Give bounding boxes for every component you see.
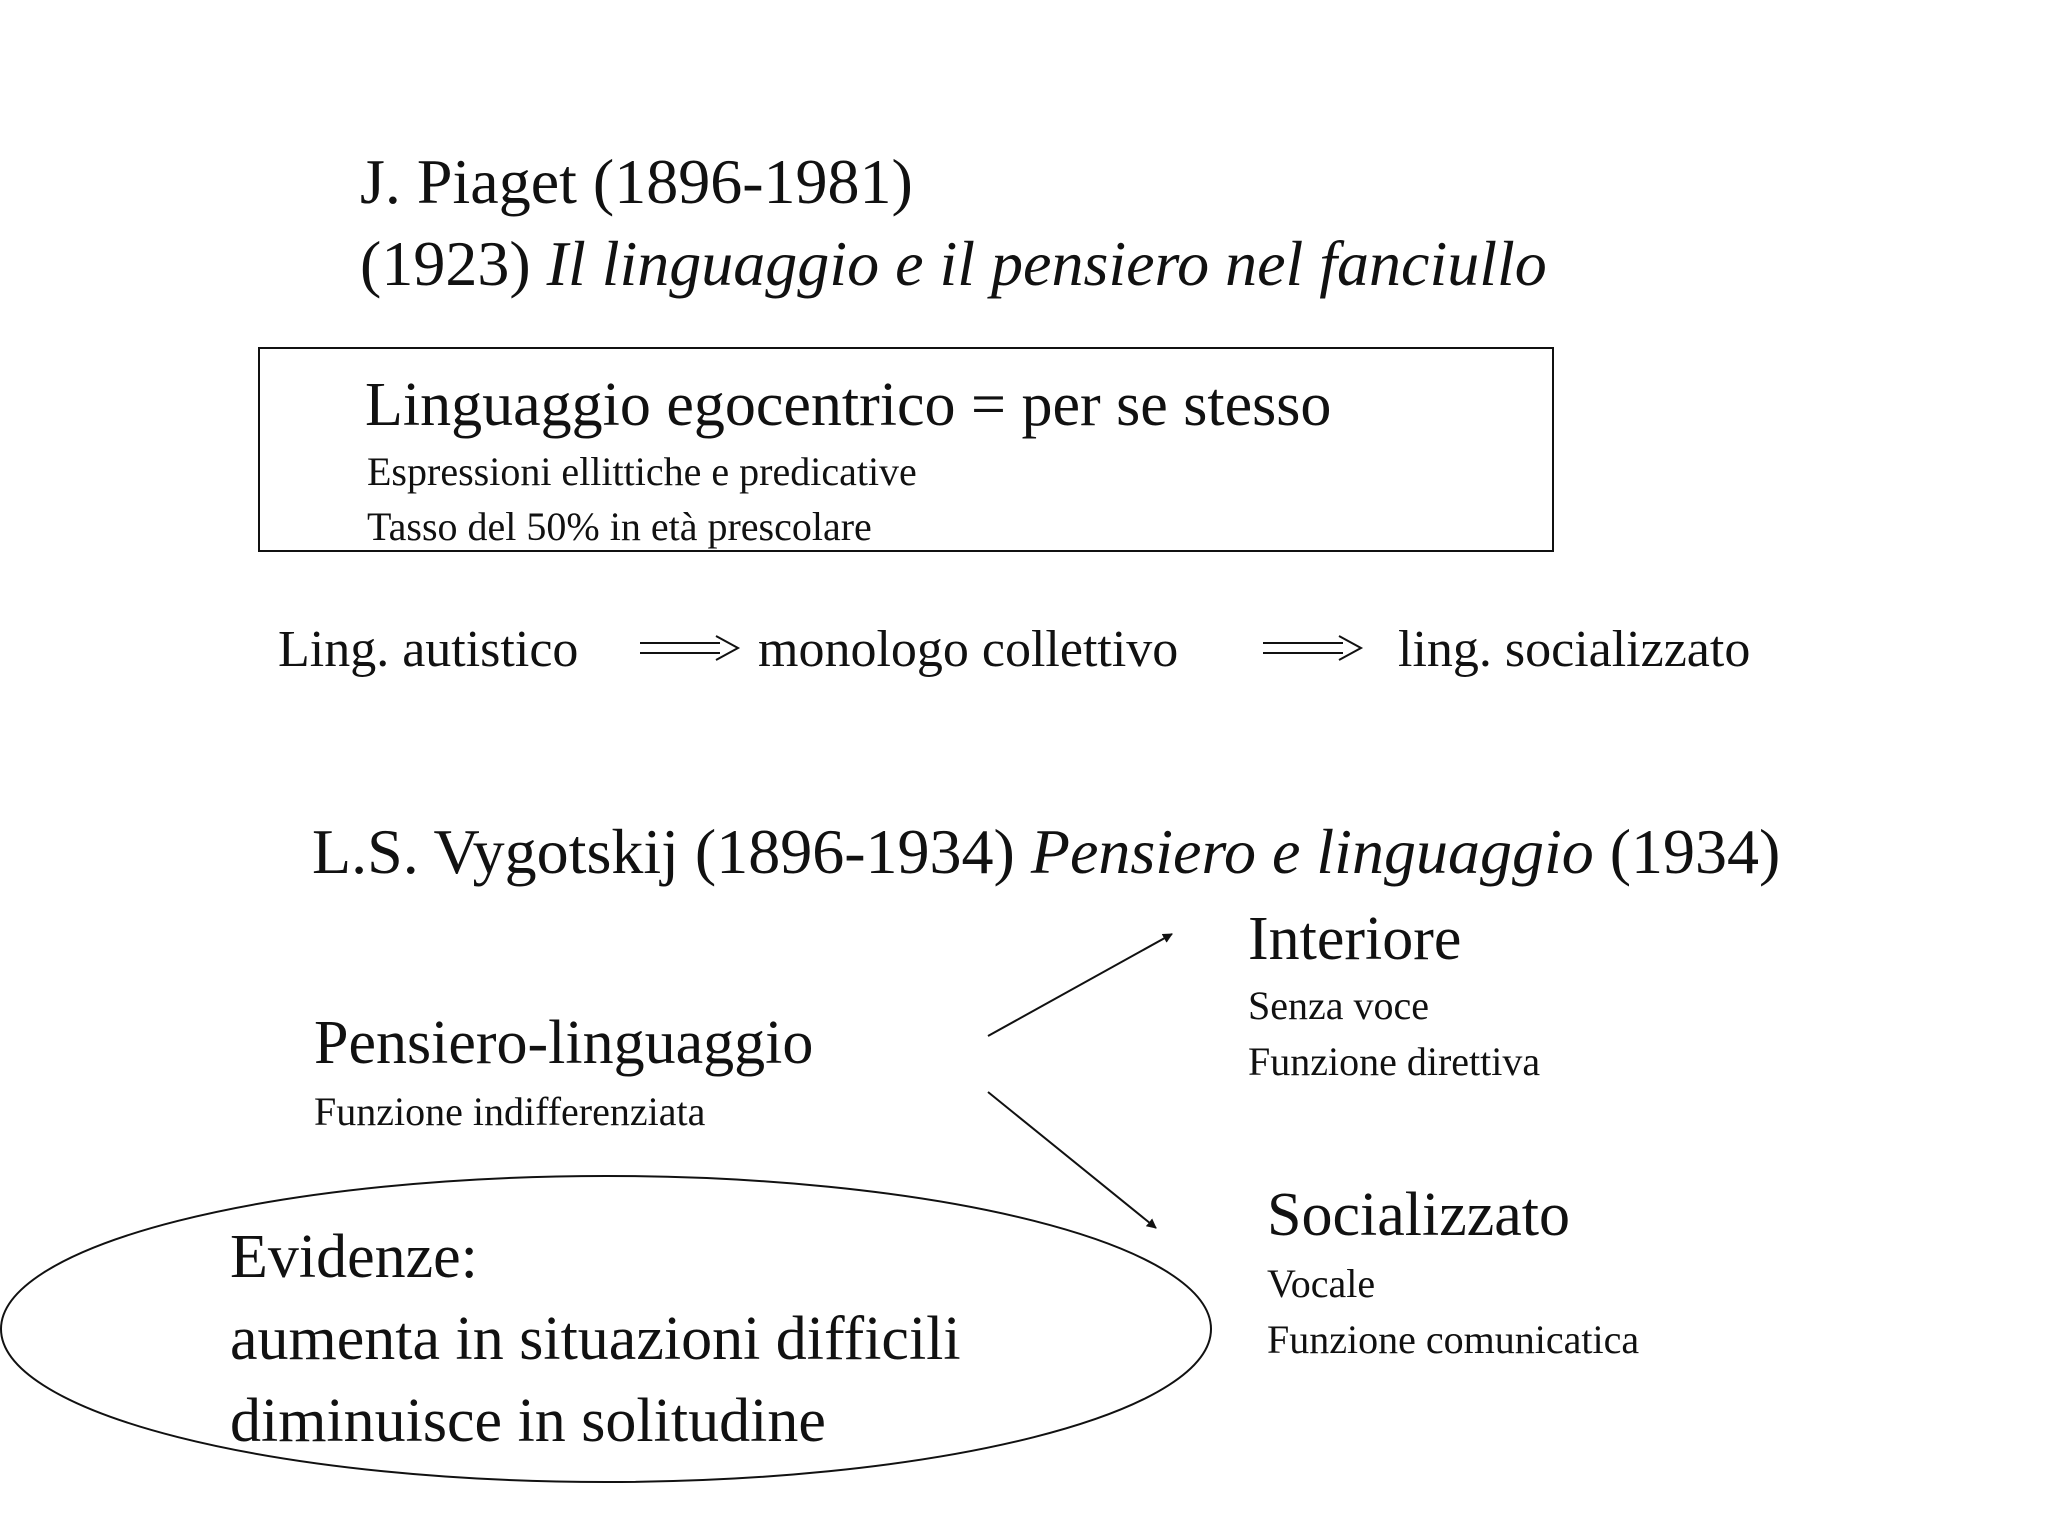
egocentric-item-2: Tasso del 50% in età prescolare: [367, 504, 872, 549]
root-heading: Pensiero-linguaggio: [314, 1009, 814, 1077]
vygotskij-book-year: (1934): [1609, 816, 1781, 887]
piaget-book-title: Il linguaggio e il pensiero nel fanciullo: [546, 228, 1547, 299]
piaget-book: [360, 228, 1547, 299]
sequence-step-3: ling. socializzato: [1398, 621, 1751, 678]
evidence-title: Evidenze:: [230, 1223, 478, 1291]
evidence-line-2: aumenta in situazioni difficili: [230, 1305, 961, 1373]
evidence-line-3: diminuisce in solitudine: [230, 1387, 826, 1455]
sequence-step-2: monologo collettivo: [758, 621, 1179, 678]
vygotskij-name: L.S. Vygotskij (1896-1934): [312, 816, 1015, 887]
vygotskij-header: [312, 816, 1781, 887]
vygotskij-book-title: Pensiero e linguaggio: [1030, 816, 1594, 887]
egocentric-heading: Linguaggio egocentrico = per se stesso: [365, 371, 1332, 439]
arrow-to-socializzato: [988, 1092, 1156, 1228]
socializzato-item-1: Vocale: [1267, 1261, 1376, 1306]
piaget-name: J. Piaget (1896-1981): [360, 146, 913, 217]
arrow-to-interiore: [988, 934, 1172, 1036]
interiore-item-1: Senza voce: [1248, 983, 1430, 1028]
sequence-step-1: Ling. autistico: [278, 621, 579, 678]
interiore-item-2: Funzione direttiva: [1248, 1039, 1541, 1084]
interiore-heading: Interiore: [1248, 905, 1462, 973]
piaget-book-year: (1923): [360, 228, 531, 299]
sequence-arrow-2: [1263, 636, 1361, 660]
sequence-arrow-1: [640, 636, 738, 660]
egocentric-item-1: Espressioni ellittiche e predicative: [367, 449, 917, 494]
root-note: Funzione indifferenziata: [314, 1089, 706, 1134]
socializzato-item-2: Funzione comunicatica: [1267, 1317, 1640, 1362]
socializzato-heading: Socializzato: [1267, 1181, 1570, 1249]
